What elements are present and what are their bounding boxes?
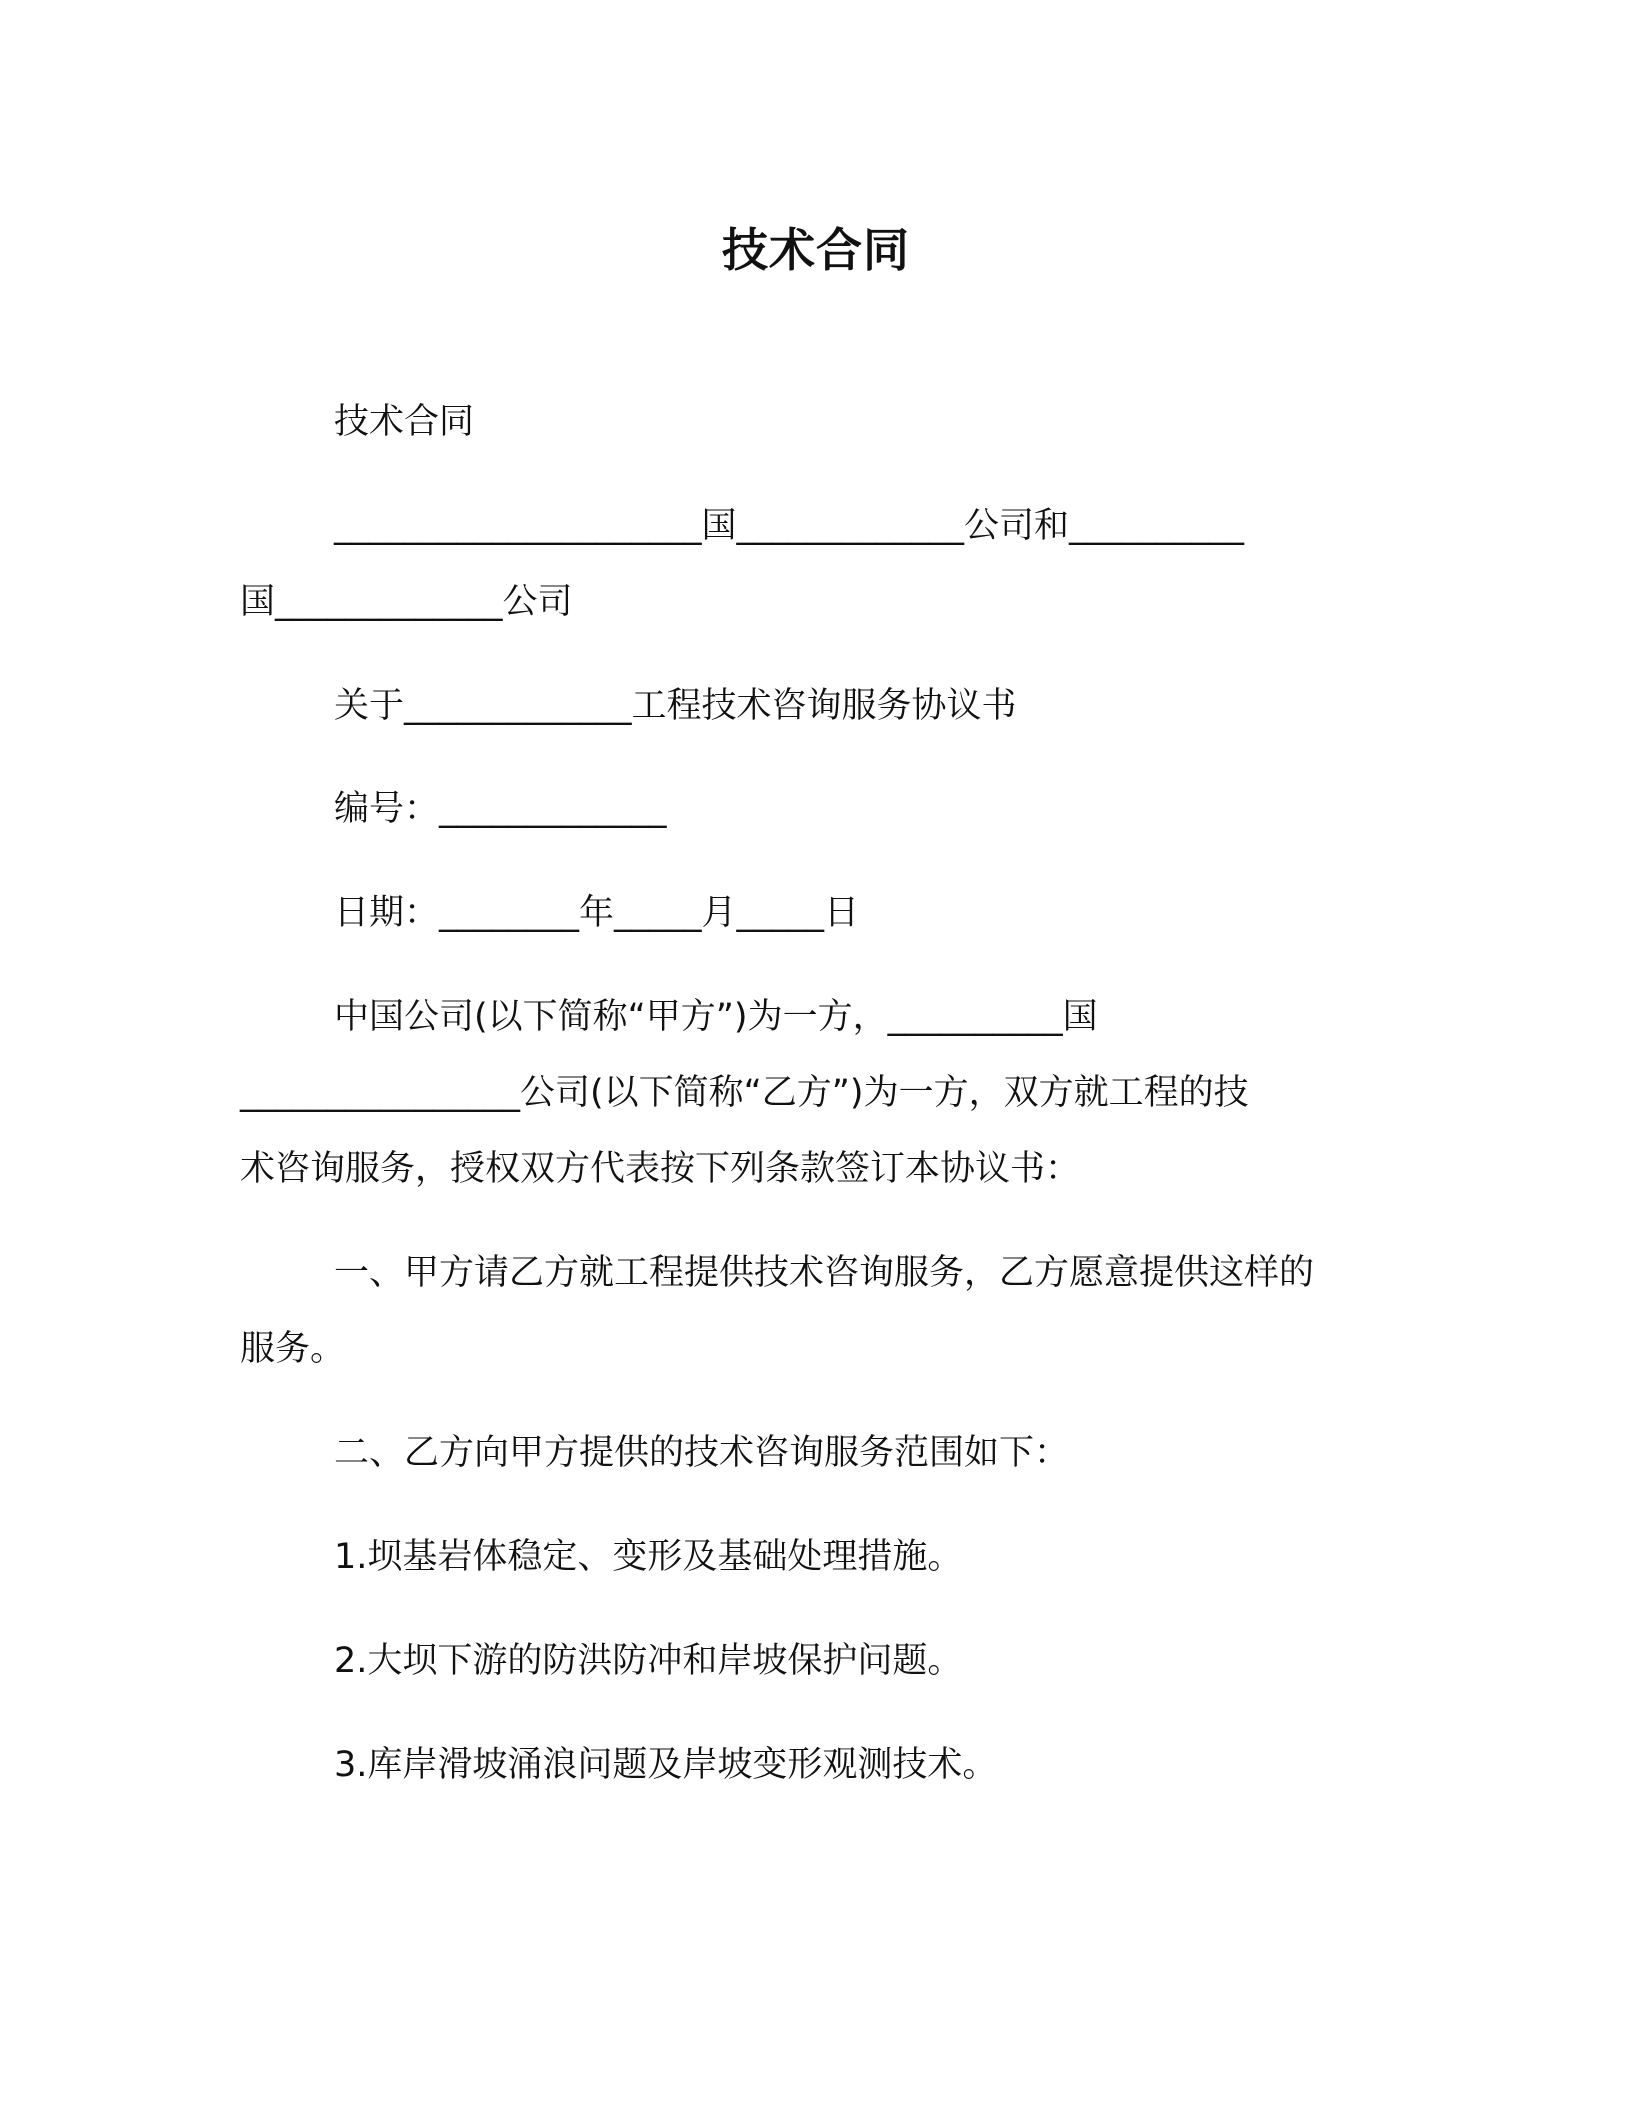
contract-number-line: 编号：_____________ bbox=[334, 789, 667, 829]
clause-2: 二、乙方向甲方提供的技术咨询服务范围如下： bbox=[334, 1433, 1070, 1473]
scope-item-1: 1.坝基岩体稳定、变形及基础处理措施。 bbox=[334, 1537, 963, 1577]
intro-line-3: 术咨询服务，授权双方代表按下列条款签订本协议书： bbox=[240, 1149, 1081, 1189]
clause-1-line-1: 一、甲方请乙方就工程提供技术咨询服务，乙方愿意提供这样的 bbox=[334, 1253, 1315, 1293]
parties-line-1: _____________________国_____________公司和__________ bbox=[334, 506, 1245, 546]
scope-item-3: 3.库岸滑坡涌浪问题及岸坡变形观测技术。 bbox=[334, 1745, 998, 1785]
intro-line-2: ________________公司(以下简称“乙方”)为一方，双方就工程的技 bbox=[240, 1073, 1249, 1113]
scope-item-2: 2.大坝下游的防洪防冲和岸坡保护问题。 bbox=[334, 1641, 963, 1681]
contract-date-line: 日期：________年_____月_____日 bbox=[334, 893, 860, 933]
document-title: 技术合同 bbox=[722, 223, 910, 277]
intro-line-1: 中国公司(以下简称“甲方”)为一方，__________国 bbox=[334, 997, 1098, 1037]
agreement-title-line: 关于_____________工程技术咨询服务协议书 bbox=[334, 686, 1017, 726]
parties-line-2: 国_____________公司 bbox=[240, 582, 573, 622]
clause-1-line-2: 服务。 bbox=[240, 1329, 346, 1369]
subtitle: 技术合同 bbox=[334, 402, 475, 442]
